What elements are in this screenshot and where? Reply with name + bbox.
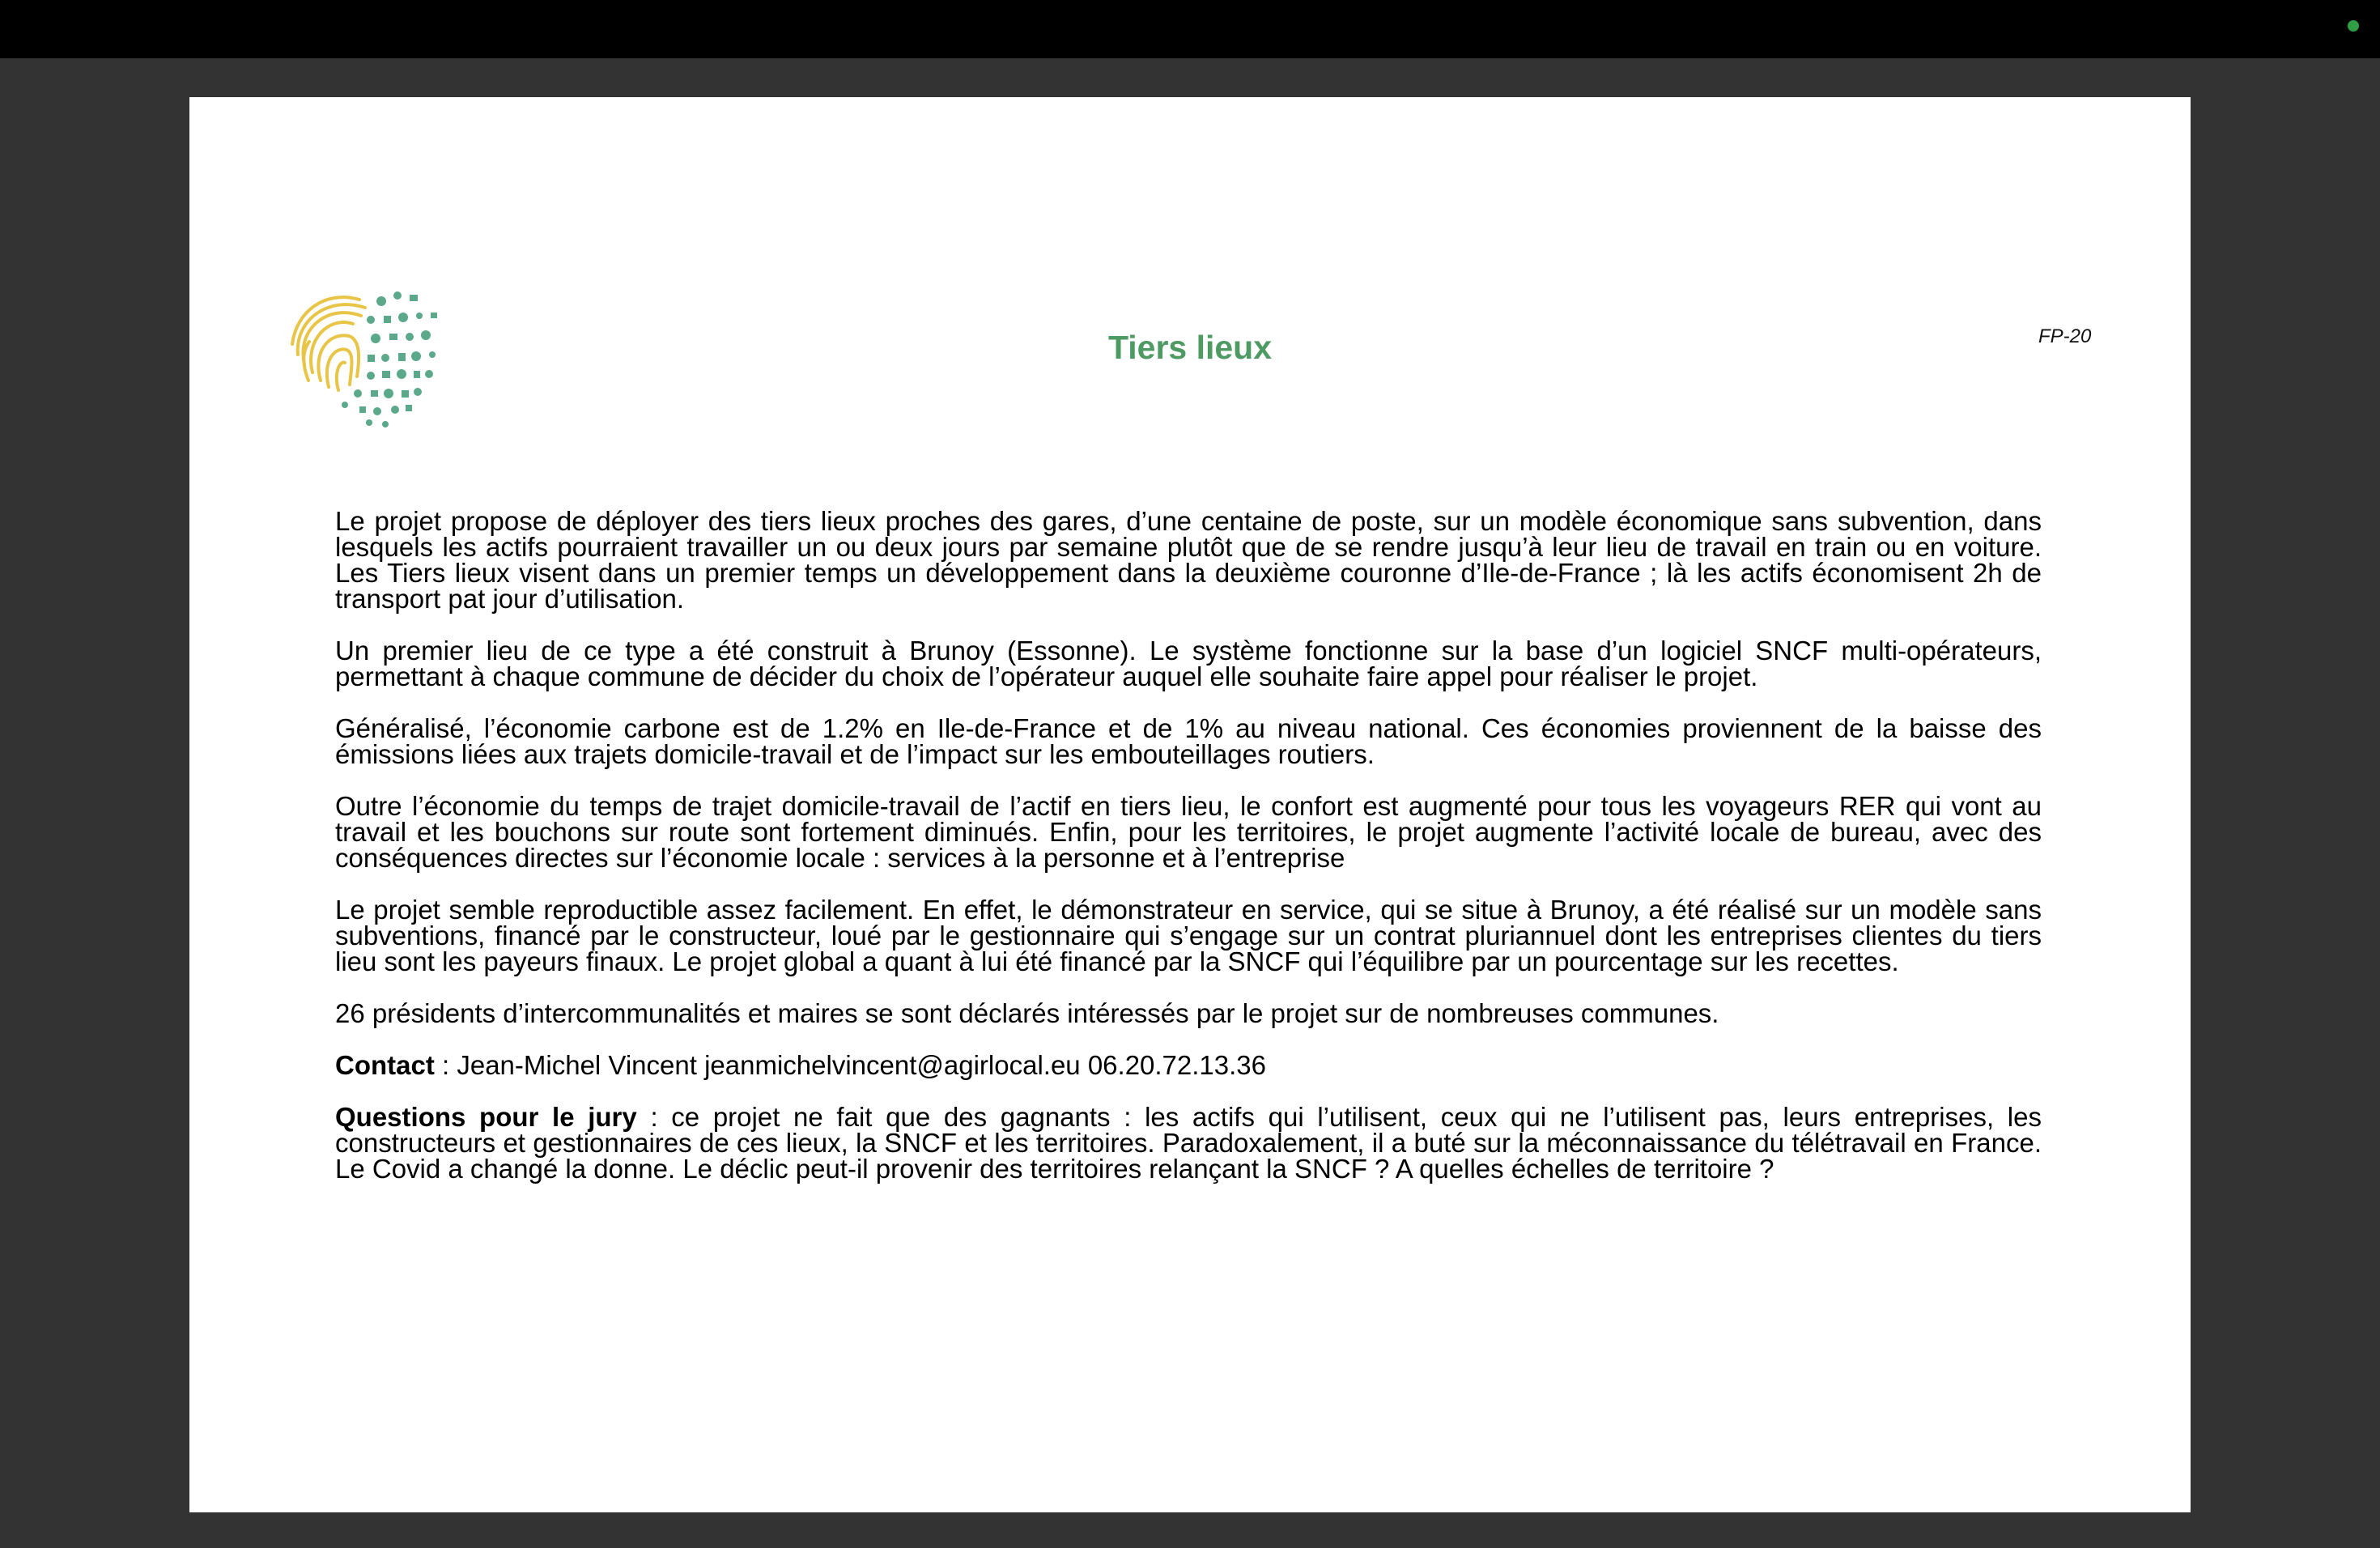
menu-bar	[0, 0, 2380, 58]
paragraph: Un premier lieu de ce type a été construit à Brunoy (Essonne). Le système fonctionne sur la base d’un logiciel SNCF multi-opérateurs, permettant à chaque commune de décider du choix de l’opérateur auquel elle souhaite faire appel pour réaliser le projet.	[335, 636, 2042, 691]
contact-paragraph	[335, 1050, 2042, 1080]
paragraph: Le projet propose de déployer des tiers lieux proches des gares, d’une centaine de poste, sur un modèle économique sans subvention, dans lesquels les actifs pourraient travailler un ou deux jours par semaine plutôt que de se rendre jusqu’à leur lieu de travail en train ou en voiture. Les Tiers lieux visent dans un premier temps un développement dans la deuxième couronne d’Ile-de-France ; là les actifs économisent 2h de transport pat jour d’utilisation.	[335, 506, 2042, 614]
paragraph: Généralisé, l’économie carbone est de 1.2% en Ile-de-France et de 1% au niveau national. Ces économies proviennent de la baisse des émissions liées aux trajets domicile-travail et de l’impact sur les embouteillages routiers.	[335, 713, 2042, 769]
page-code: FP-20	[2038, 325, 2092, 347]
camera-indicator-icon	[2348, 20, 2359, 32]
paragraph: Outre l’économie du temps de trajet domicile-travail de l’actif en tiers lieu, le confort est augmenté pour tous les voyageurs RER qui vont au travail et les bouchons sur route sont fortement diminués. Enfin, pour les territoires, le projet augmente l’activité locale de bureau, avec des conséquences directes sur l’économie locale : services à la personne et à l’entreprise	[335, 791, 2042, 873]
questions-label: Questions pour le jury	[335, 1102, 637, 1132]
questions-paragraph	[335, 1104, 2042, 1182]
slide-body	[335, 508, 2042, 1208]
paragraph: 26 présidents d’intercommunalités et maires se sont déclarés intéressés par le projet sur de nombreuses communes.	[335, 998, 1719, 1028]
questions-text: : ce projet ne fait que des gagnants : les actifs qui l’utilisent, ceux qui ne l’utilisent pas, leurs entreprises, les constructeurs et gestionnaires de ces lieux, la SNCF et les territoires. Paradoxalement, il a buté sur la méconnaissance du télétravail en France. Le Covid a changé la donne. Le déclic peut-il provenir des territoires relançant la SNCF ? A quelles échelles de territoire ?	[335, 1102, 2042, 1184]
slide-page	[189, 97, 2191, 1512]
contact-label: Contact	[335, 1050, 435, 1080]
paragraph: Le projet semble reproductible assez facilement. En effet, le démonstrateur en service, qui se situe à Brunoy, a été réalisé sur un modèle sans subventions, financé par le constructeur, loué par le gestionnaire qui s’engage sur un contrat pluriannuel dont les entreprises clientes du tiers lieu sont les payeurs finaux. Le projet global a quant à lui été financé par la SNCF qui l’équilibre par un pourcentage sur les recettes.	[335, 895, 2042, 976]
contact-text: : Jean-Michel Vincent jeanmichelvincent@agirlocal.eu 06.20.72.13.36	[434, 1050, 1267, 1080]
page-title: Tiers lieux	[1107, 329, 1273, 366]
